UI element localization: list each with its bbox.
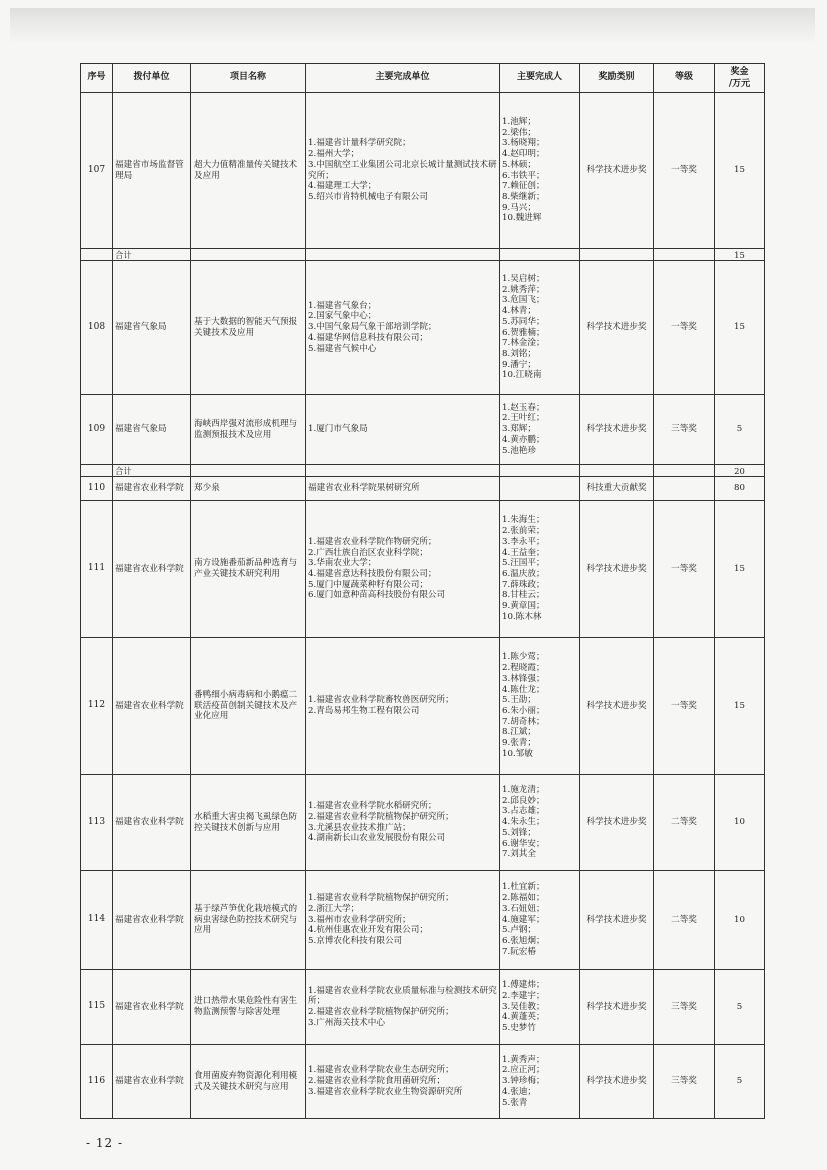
award-category: 科学技术进步奖 [580,1045,654,1119]
row-number: 107 [81,93,113,249]
subtotal-amount: 15 [715,249,765,261]
person-item: 1.吴启树； [502,273,545,284]
main-contributors [500,775,580,871]
prize-amount: 5 [715,395,765,465]
person-item: 5.张青 [502,1097,528,1108]
project-name: 基于大数据的智能天气预报关键技术及应用 [191,261,306,395]
person-item: 4.林青； [502,306,536,317]
project-name: 超大力值精准量传关键技术及应用 [191,93,306,249]
main-contributors [500,501,580,638]
main-contributors [500,395,580,465]
person-item: 5.史梦竹 [502,1023,536,1034]
table-row [81,93,765,249]
award-level: 一等奖 [654,638,715,775]
person-item: 2.王叶红； [502,413,545,424]
person-item: 3.占志雄； [502,806,545,817]
org-item: 1.福建省农业科学院植物保护研究所； [308,893,454,904]
person-item: 8.刘铭； [502,348,536,359]
org-item: 2.福州大学； [308,149,360,160]
row-number: 108 [81,261,113,395]
person-item: 1.赵玉春； [502,402,545,413]
prize-amount: 5 [715,1045,765,1119]
award-category: 科学技术进步奖 [580,261,654,395]
main-organizations [306,93,500,249]
main-organizations [306,1045,500,1119]
header-cell: 项目名称 [191,64,306,93]
row-number: 111 [81,501,113,638]
award-category: 科学技术进步奖 [580,970,654,1045]
person-item: 5.林硕； [502,159,536,170]
row-number: 110 [81,477,113,501]
org-item: 1.福建省计量科学研究院； [308,138,411,149]
main-contributors [500,871,580,970]
funding-unit: 福建省农业科学院 [113,638,191,775]
person-item: 10.魏进辉 [502,213,542,224]
person-item: 10.江晓南 [502,370,542,381]
org-item: 5.厦门中厦蔬菜种籽有限公司； [308,579,428,590]
main-organizations [306,970,500,1045]
person-item: 6.贺雅楠； [502,327,545,338]
funding-unit: 福建省市场监督管理局 [113,93,191,249]
person-item: 6.谢华安； [502,838,545,849]
person-item: 2.陈福如； [502,893,545,904]
funding-unit: 福建省农业科学院 [113,477,191,501]
row-number: 116 [81,1045,113,1119]
person-item: 2.程晓霞； [502,663,545,674]
header-cell: 主要完成单位 [306,64,500,93]
person-item: 4.朱永生； [502,817,545,828]
org-item: 1.福建省农业科学院畜牧兽医研究所； [308,695,454,706]
project-name: 南方设施番茄新品种选育与产业关键技术研究利用 [191,501,306,638]
person-item: 9.张青； [502,738,536,749]
person-item: 1.黄秀声； [502,1054,545,1065]
prize-amount: 10 [715,775,765,871]
person-item: 7.薛珠政； [502,579,545,590]
subtotal-row [81,249,765,261]
person-item: 5.卢钢； [502,925,536,936]
project-name: 水稻重大害虫褐飞虱绿色防控关键技术创新与应用 [191,775,306,871]
person-item: 4.赵印明； [502,149,545,160]
main-organizations [306,871,500,970]
funding-unit: 福建省农业科学院 [113,775,191,871]
main-organizations [306,477,500,501]
person-item: 3.吴佳教； [502,1001,545,1012]
main-organizations [306,395,500,465]
person-item: 5.苏同华； [502,316,545,327]
main-organizations [306,638,500,775]
person-item: 6.张旭炯； [502,936,545,947]
award-category: 科学技术进步奖 [580,638,654,775]
award-category: 科学技术进步奖 [580,93,654,249]
org-item: 2.浙江大学； [308,903,360,914]
funding-unit: 福建省农业科学院 [113,871,191,970]
person-item: 1.傅建炜； [502,980,545,991]
header-cell: 拨付单位 [113,64,191,93]
subtotal-label: 合计 [113,249,191,261]
person-item: 9.潘宁； [502,359,536,370]
org-item: 2.广西壮族自治区农业科学院； [308,547,428,558]
person-item: 8.甘桂云； [502,590,545,601]
person-item: 3.杨晓翔； [502,138,545,149]
person-item: 3.危国飞； [502,295,545,306]
award-level [654,477,715,501]
person-item: 6.温庆放； [502,569,545,579]
person-item: 7.赖征创； [502,181,545,192]
main-contributors [500,970,580,1045]
person-item: 1.陈少莺； [502,652,545,663]
funding-unit: 福建省农业科学院 [113,1045,191,1119]
award-level: 三等奖 [654,1045,715,1119]
org-item: 1.福建省农业科学院农业生态研究所； [308,1065,454,1076]
award-level: 二等奖 [654,871,715,970]
person-item: 4.施建军； [502,914,545,925]
funding-unit: 福建省气象局 [113,261,191,395]
org-item: 1.福建省农业科学院作物研究所； [308,536,437,547]
person-item: 5.汪国平； [502,558,545,569]
header-cell: 等级 [654,64,715,93]
person-item: 4.黄亦鹏； [502,434,545,445]
award-category: 科学技术进步奖 [580,775,654,871]
person-item: 4.黄蓬英； [502,1012,545,1023]
table-header-row [81,64,765,93]
main-contributors [500,93,580,249]
org-item: 3.华南农业大学； [308,558,377,569]
award-table [80,63,765,1119]
subtotal-row [81,465,765,477]
funding-unit: 福建省气象局 [113,395,191,465]
row-number: 115 [81,970,113,1045]
org-item: 3.广州海关技术中心 [308,1017,385,1028]
person-item: 7.阮宏椿 [502,946,536,957]
org-item: 3.中国气象局气象干部培训学院； [308,322,437,333]
person-item: 7.刘其全 [502,849,536,860]
row-number: 114 [81,871,113,970]
header-cell: 奖金 /万元 [715,64,765,93]
row-number: 109 [81,395,113,465]
main-contributors [500,1045,580,1119]
main-organizations [306,261,500,395]
main-contributors [500,261,580,395]
prize-amount: 15 [715,93,765,249]
org-item: 1.福建省农业科学院农业质量标准与检测技术研究所； [308,985,497,1007]
table-row [81,1045,765,1119]
org-item: 2.福建省农业科学院植物保护研究所； [308,1007,454,1017]
award-category: 科学技术进步奖 [580,395,654,465]
main-contributors [500,477,580,501]
prize-amount: 15 [715,261,765,395]
award-category: 科技重大贡献奖 [580,477,654,501]
table-row [81,261,765,395]
org-item: 5.绍兴市肯特机械电子有限公司 [308,191,428,202]
org-item: 3.尤溪县农业技术推广站； [308,822,411,833]
prize-amount: 15 [715,638,765,775]
award-category: 科学技术进步奖 [580,501,654,638]
org-item: 4.福建理工大学； [308,181,377,192]
row-number: 113 [81,775,113,871]
person-item: 8.江斌； [502,727,536,738]
project-name: 海峡西岸强对流形成机理与监测预报技术及应用 [191,395,306,465]
org-item: 2.青岛易邦生物工程有限公司 [308,706,420,716]
person-item: 9.黄章国； [502,601,545,612]
prize-amount: 5 [715,970,765,1045]
award-level: 一等奖 [654,93,715,249]
org-item: 4.福建省意达科技股份有限公司； [308,569,437,579]
person-item: 2.邱良妙； [502,795,545,806]
person-item: 3.林锋强； [502,673,545,684]
person-item: 3.钟珍梅； [502,1076,545,1087]
table-row [81,775,765,871]
org-item: 2.福建省农业科学院食用菌研究所； [308,1076,446,1087]
row-number: 112 [81,638,113,775]
project-name: 番鸭细小病毒病和小鹅瘟二联活疫苗创制关键技术及产业化应用 [191,638,306,775]
header-cell: 奖励类别 [580,64,654,93]
org-item: 1.福建省农业科学院水稻研究所； [308,801,437,812]
person-item: 6.韦铁平； [502,170,545,181]
person-item: 4.陈仕龙； [502,684,545,695]
person-item: 1.施龙清； [502,784,545,795]
person-item: 8.柴继新； [502,191,545,202]
main-organizations [306,775,500,871]
org-item: 1.福建省气象台； [308,300,377,311]
person-item: 4.王益奎； [502,547,545,558]
table-row [81,638,765,775]
org-item: 福建省农业科学院果树研究所 [308,483,420,494]
person-item: 2.李建宇； [502,990,545,1001]
person-item: 5.王劭； [502,695,536,706]
person-item: 3.郑辉； [502,424,536,435]
person-item: 5.刘锋； [502,827,536,838]
project-name: 基于绿芦笋优化栽培模式的病虫害绿色防控技术研究与应用 [191,871,306,970]
award-level: 一等奖 [654,261,715,395]
table-body [81,93,765,1119]
person-item: 2.张前荣； [502,526,545,537]
org-item: 4.湖南新长山农业发展股份有限公司 [308,833,446,844]
funding-unit: 福建省农业科学院 [113,501,191,638]
org-item: 2.福建省农业科学院植物保护研究所； [308,811,454,822]
org-item: 3.福建省农业科学院农业生物资源研究所 [308,1086,463,1097]
prize-amount: 15 [715,501,765,638]
project-name: 郑少泉 [191,477,306,501]
person-item: 9.马兴； [502,202,536,213]
project-name: 食用菌废弃物资源化利用模式及关键技术研究与应用 [191,1045,306,1119]
person-item: 7.胡奇林； [502,716,545,727]
header-cell: 序号 [81,64,113,93]
project-name: 进口热带水果危险性有害生物监测预警与除害处理 [191,970,306,1045]
page-number: - 12 - [86,1136,124,1150]
award-level: 三等奖 [654,970,715,1045]
org-item: 4.杭州佳惠农业开发有限公司； [308,925,428,936]
main-contributors [500,638,580,775]
org-item: 3.福州市农业科学研究所； [308,914,411,925]
table-row [81,970,765,1045]
org-item: 5.福建省气候中心 [308,343,377,354]
person-item: 10.邹敏 [502,748,533,759]
prize-amount: 80 [715,477,765,501]
person-item: 5.池艳珍 [502,445,536,456]
table-row [81,501,765,638]
org-item: 2.国家气象中心； [308,311,377,322]
prize-amount: 10 [715,871,765,970]
person-item: 1.杜宜新； [502,882,545,893]
person-item: 3.李永平； [502,536,545,547]
person-item: 3.石妞妞； [502,903,545,914]
subtotal-amount: 20 [715,465,765,477]
award-level: 三等奖 [654,395,715,465]
scan-shadow [10,8,815,44]
funding-unit: 福建省农业科学院 [113,970,191,1045]
person-item: 2.梁伟； [502,127,536,138]
person-item: 10.陈木林 [502,611,542,622]
main-organizations [306,501,500,638]
subtotal-label: 合计 [113,465,191,477]
award-level: 二等奖 [654,775,715,871]
person-item: 7.林金淦； [502,338,545,349]
header-cell: 主要完成人 [500,64,580,93]
person-item: 4.张迪； [502,1086,536,1097]
person-item: 2.姚秀萍； [502,284,545,295]
person-item: 1.池辉； [502,116,536,127]
org-item: 5.京博农化科技有限公司 [308,936,403,947]
person-item: 2.应正河； [502,1065,545,1076]
org-item: 3.中国航空工业集团公司北京长城计量测试技术研究所； [308,159,497,181]
person-item: 1.朱海生； [502,515,545,526]
table-row [81,395,765,465]
table-row [81,477,765,501]
table-row [81,871,765,970]
org-item: 6.厦门如意种苗高科技股份有限公司 [308,590,446,601]
award-level: 一等奖 [654,501,715,638]
org-item: 1.厦门市气象局 [308,424,368,435]
award-category: 科学技术进步奖 [580,871,654,970]
org-item: 4.福建华网信息科技有限公司； [308,332,428,343]
person-item: 6.朱小丽； [502,706,545,716]
